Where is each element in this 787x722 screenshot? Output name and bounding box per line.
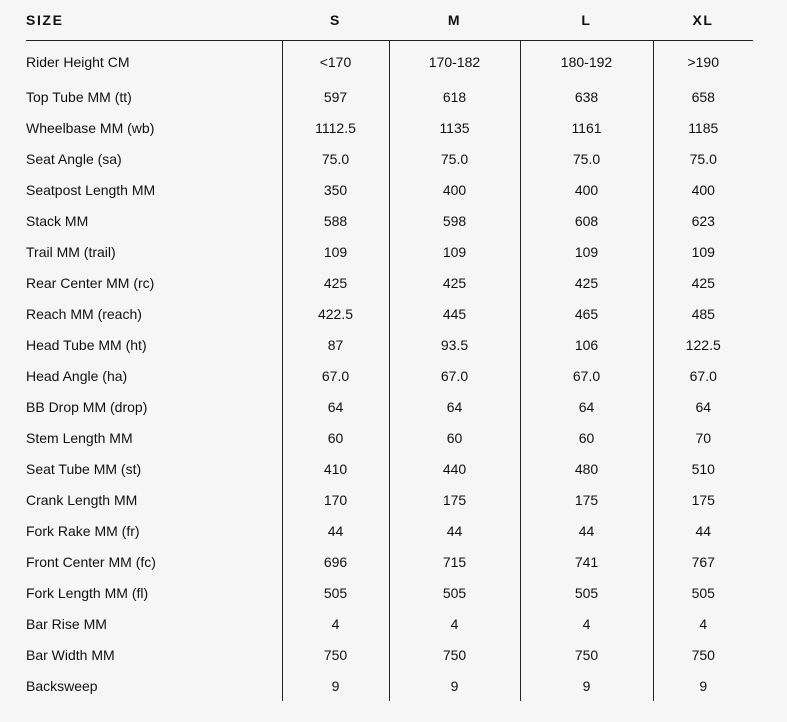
cell-m: 9 xyxy=(389,670,520,701)
cell-xl: 485 xyxy=(653,298,753,329)
table-row xyxy=(26,608,753,639)
cell-m: 75.0 xyxy=(389,143,520,174)
row-label: Stem Length MM xyxy=(26,429,133,446)
cell-s: 505 xyxy=(282,577,389,608)
cell-m: 175 xyxy=(389,484,520,515)
cell-s: 1112.5 xyxy=(282,112,389,143)
table-header xyxy=(26,0,753,41)
table-row xyxy=(26,670,753,701)
cell-l: 109 xyxy=(520,236,653,267)
cell-m: 93.5 xyxy=(389,329,520,360)
row-label: Wheelbase MM (wb) xyxy=(26,119,155,136)
cell-l: 175 xyxy=(520,484,653,515)
cell-xl: 505 xyxy=(653,577,753,608)
header-m: M xyxy=(389,0,520,41)
cell-s: 67.0 xyxy=(282,360,389,391)
row-label: Head Tube MM (ht) xyxy=(26,336,147,353)
cell-s: 696 xyxy=(282,546,389,577)
cell-l: 741 xyxy=(520,546,653,577)
cell-xl: 175 xyxy=(653,484,753,515)
cell-s: 425 xyxy=(282,267,389,298)
cell-xl: 767 xyxy=(653,546,753,577)
cell-xl: 122.5 xyxy=(653,329,753,360)
header-size: SIZE xyxy=(26,0,282,41)
cell-l: 44 xyxy=(520,515,653,546)
cell-l: 106 xyxy=(520,329,653,360)
row-label: Reach MM (reach) xyxy=(26,305,142,322)
table-row xyxy=(26,112,753,143)
cell-m: 170-182 xyxy=(389,41,520,82)
row-label: Fork Rake MM (fr) xyxy=(26,522,140,539)
row-label: Trail MM (trail) xyxy=(26,243,116,260)
cell-l: 4 xyxy=(520,608,653,639)
cell-xl: 1185 xyxy=(653,112,753,143)
cell-m: 445 xyxy=(389,298,520,329)
table-row xyxy=(26,391,753,422)
cell-l: 505 xyxy=(520,577,653,608)
cell-xl: 750 xyxy=(653,639,753,670)
row-label: BB Drop MM (drop) xyxy=(26,398,148,415)
cell-s: 170 xyxy=(282,484,389,515)
cell-m: 109 xyxy=(389,236,520,267)
cell-l: 750 xyxy=(520,639,653,670)
row-label: Rider Height CM xyxy=(26,54,130,70)
row-label: Head Angle (ha) xyxy=(26,367,128,384)
cell-m: 715 xyxy=(389,546,520,577)
cell-xl: 400 xyxy=(653,174,753,205)
cell-l: 400 xyxy=(520,174,653,205)
cell-s: <170 xyxy=(282,41,389,82)
row-label: Rear Center MM (rc) xyxy=(26,274,155,291)
row-label: Backsweep xyxy=(26,677,98,694)
cell-m: 440 xyxy=(389,453,520,484)
cell-xl: 658 xyxy=(653,81,753,112)
table-row xyxy=(26,422,753,453)
table-row xyxy=(26,205,753,236)
table-row xyxy=(26,298,753,329)
cell-m: 618 xyxy=(389,81,520,112)
cell-m: 64 xyxy=(389,391,520,422)
table-row xyxy=(26,577,753,608)
cell-m: 598 xyxy=(389,205,520,236)
cell-l: 67.0 xyxy=(520,360,653,391)
table-row xyxy=(26,174,753,205)
cell-l: 638 xyxy=(520,81,653,112)
table-row xyxy=(26,360,753,391)
table-body xyxy=(26,41,753,702)
geometry-table xyxy=(26,0,753,701)
row-label: Seat Tube MM (st) xyxy=(26,460,142,477)
row-label: Seatpost Length MM xyxy=(26,181,156,198)
cell-l: 9 xyxy=(520,670,653,701)
cell-xl: 510 xyxy=(653,453,753,484)
cell-xl: 425 xyxy=(653,267,753,298)
cell-s: 4 xyxy=(282,608,389,639)
cell-l: 465 xyxy=(520,298,653,329)
table-row xyxy=(26,81,753,112)
cell-xl: 67.0 xyxy=(653,360,753,391)
cell-s: 588 xyxy=(282,205,389,236)
cell-s: 60 xyxy=(282,422,389,453)
row-label: Stack MM xyxy=(26,212,89,229)
table-row xyxy=(26,453,753,484)
cell-xl: 64 xyxy=(653,391,753,422)
cell-m: 505 xyxy=(389,577,520,608)
row-label: Seat Angle (sa) xyxy=(26,150,122,167)
cell-s: 750 xyxy=(282,639,389,670)
cell-s: 597 xyxy=(282,81,389,112)
cell-l: 60 xyxy=(520,422,653,453)
header-xl: XL xyxy=(653,0,753,41)
row-label: Bar Width MM xyxy=(26,646,115,663)
table-row xyxy=(26,546,753,577)
cell-s: 75.0 xyxy=(282,143,389,174)
cell-s: 9 xyxy=(282,670,389,701)
cell-m: 1135 xyxy=(389,112,520,143)
table-row xyxy=(26,329,753,360)
cell-s: 109 xyxy=(282,236,389,267)
table-row xyxy=(26,484,753,515)
cell-s: 44 xyxy=(282,515,389,546)
table-row xyxy=(26,639,753,670)
header-s: S xyxy=(282,0,389,41)
row-label: Top Tube MM (tt) xyxy=(26,88,132,105)
cell-s: 350 xyxy=(282,174,389,205)
cell-l: 1161 xyxy=(520,112,653,143)
cell-s: 87 xyxy=(282,329,389,360)
cell-m: 67.0 xyxy=(389,360,520,391)
row-label: Bar Rise MM xyxy=(26,615,107,632)
cell-xl: 4 xyxy=(653,608,753,639)
table-row xyxy=(26,515,753,546)
cell-l: 425 xyxy=(520,267,653,298)
cell-xl: 9 xyxy=(653,670,753,701)
cell-m: 44 xyxy=(389,515,520,546)
cell-xl: 44 xyxy=(653,515,753,546)
cell-xl: 75.0 xyxy=(653,143,753,174)
table-row xyxy=(26,143,753,174)
cell-xl: 623 xyxy=(653,205,753,236)
table-row xyxy=(26,267,753,298)
row-label: Crank Length MM xyxy=(26,491,138,508)
cell-m: 4 xyxy=(389,608,520,639)
table-row xyxy=(26,41,753,82)
cell-l: 608 xyxy=(520,205,653,236)
row-label: Fork Length MM (fl) xyxy=(26,584,149,601)
header-l: L xyxy=(520,0,653,41)
cell-l: 180-192 xyxy=(520,41,653,82)
cell-m: 750 xyxy=(389,639,520,670)
cell-xl: >190 xyxy=(653,41,753,82)
cell-xl: 70 xyxy=(653,422,753,453)
row-label: Front Center MM (fc) xyxy=(26,553,156,570)
cell-s: 64 xyxy=(282,391,389,422)
table-row xyxy=(26,236,753,267)
cell-m: 425 xyxy=(389,267,520,298)
cell-m: 60 xyxy=(389,422,520,453)
cell-m: 400 xyxy=(389,174,520,205)
cell-xl: 109 xyxy=(653,236,753,267)
cell-l: 64 xyxy=(520,391,653,422)
header-row xyxy=(26,0,753,41)
cell-l: 480 xyxy=(520,453,653,484)
cell-s: 410 xyxy=(282,453,389,484)
cell-l: 75.0 xyxy=(520,143,653,174)
cell-s: 422.5 xyxy=(282,298,389,329)
